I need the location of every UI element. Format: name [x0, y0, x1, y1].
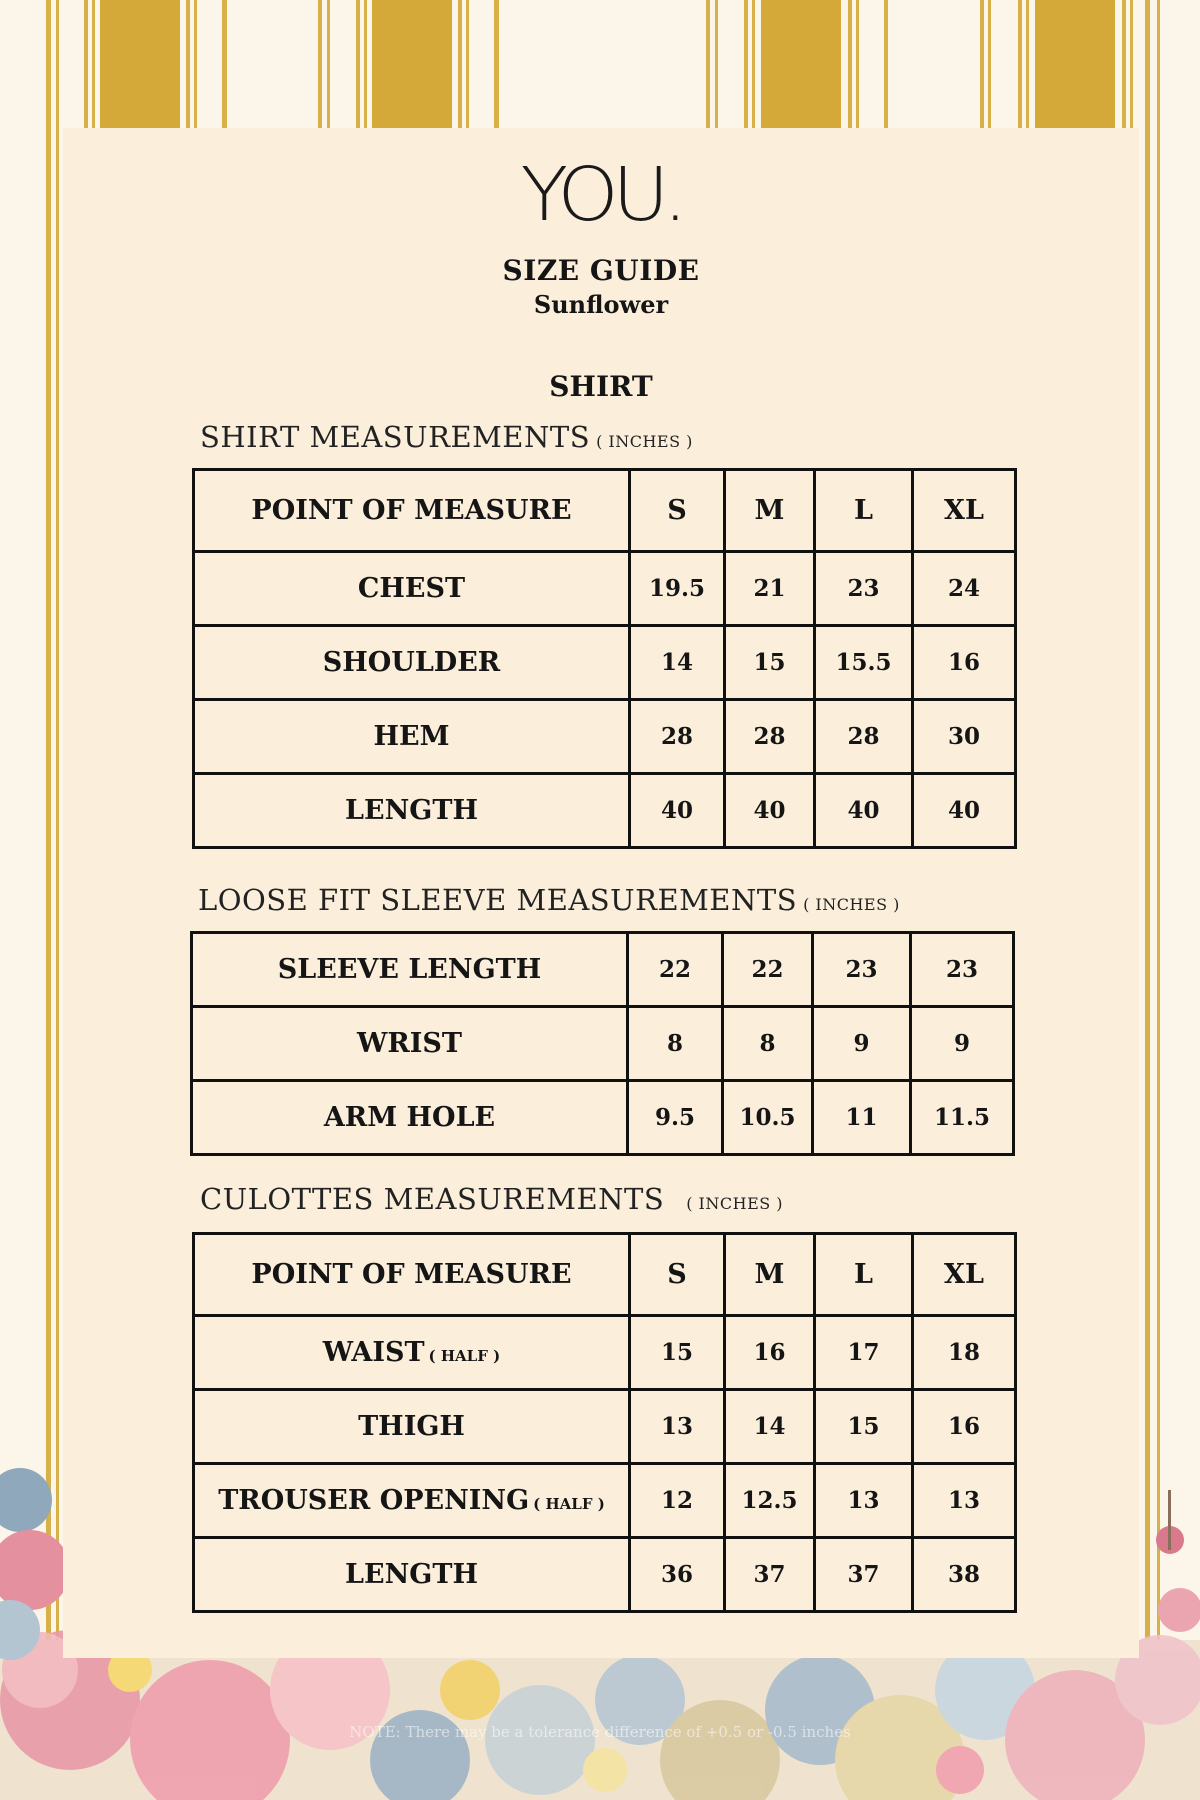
- culottes-table-caption: [200, 1182, 783, 1216]
- measure-value: 14: [725, 1390, 815, 1464]
- measure-value: 22: [723, 933, 813, 1007]
- measure-label-text: LENGTH: [345, 1559, 478, 1590]
- table-row: [192, 1081, 1014, 1155]
- page-subtitle: Sunflower: [533, 290, 669, 319]
- measure-label: [194, 1538, 630, 1612]
- brand-logo: YOU.: [520, 152, 682, 238]
- measure-value: 21: [725, 552, 815, 626]
- tolerance-note: NOTE: There may be a tolerance difference of +0.5 or -0.5 inches: [349, 1723, 851, 1741]
- measure-value: 28: [630, 700, 725, 774]
- measure-label-text: LENGTH: [345, 795, 478, 826]
- table-row: [192, 1007, 1014, 1081]
- culottes-measurements-table: [192, 1232, 1017, 1613]
- measure-value: 8: [723, 1007, 813, 1081]
- column-header-size: XL: [913, 1234, 1016, 1316]
- measure-value: 36: [630, 1538, 725, 1612]
- column-header-point-of-measure: POINT OF MEASURE: [194, 470, 630, 552]
- measure-label-text: HEM: [373, 721, 450, 752]
- column-header-size: M: [725, 1234, 815, 1316]
- measure-label: [194, 1316, 630, 1390]
- table-header-row: [194, 1234, 1016, 1316]
- measure-value: 38: [913, 1538, 1016, 1612]
- measure-label: [194, 1464, 630, 1538]
- measure-value: 18: [913, 1316, 1016, 1390]
- shirt-caption-text: SHIRT MEASUREMENTS: [200, 420, 591, 454]
- measure-label-text: WAIST: [322, 1337, 425, 1368]
- measure-value: 16: [913, 626, 1016, 700]
- measure-value: 19.5: [630, 552, 725, 626]
- measure-value: 13: [913, 1464, 1016, 1538]
- shirt-table-caption: [200, 420, 693, 454]
- culottes-caption-text: CULOTTES MEASUREMENTS: [200, 1182, 665, 1216]
- measure-value: 40: [913, 774, 1016, 848]
- measure-value: 8: [628, 1007, 723, 1081]
- measure-value: 9.5: [628, 1081, 723, 1155]
- measure-label: [194, 774, 630, 848]
- culottes-caption-unit: ( INCHES ): [686, 1194, 784, 1213]
- measure-value: 12.5: [725, 1464, 815, 1538]
- column-header-size: S: [630, 1234, 725, 1316]
- measure-label-text: TROUSER OPENING: [218, 1485, 530, 1516]
- measure-value: 28: [815, 700, 913, 774]
- table-row: [192, 933, 1014, 1007]
- measure-value: 11: [813, 1081, 911, 1155]
- measure-value: 40: [815, 774, 913, 848]
- sleeve-caption-unit: ( INCHES ): [803, 895, 900, 914]
- column-header-size: M: [725, 470, 815, 552]
- table-row: [194, 774, 1016, 848]
- measure-value: 13: [815, 1464, 913, 1538]
- measure-label-text: ARM HOLE: [323, 1102, 496, 1133]
- measure-value: 37: [725, 1538, 815, 1612]
- column-header-size: L: [815, 1234, 913, 1316]
- measure-value: 17: [815, 1316, 913, 1390]
- measure-value: 24: [913, 552, 1016, 626]
- measure-label-text: CHEST: [357, 573, 466, 604]
- measure-value: 22: [628, 933, 723, 1007]
- sleeve-caption-text: LOOSE FIT SLEEVE MEASUREMENTS: [198, 883, 798, 917]
- measure-label: [192, 1007, 628, 1081]
- measure-value: 12: [630, 1464, 725, 1538]
- measure-value: 37: [815, 1538, 913, 1612]
- measure-label: [194, 552, 630, 626]
- measure-value: 23: [813, 933, 911, 1007]
- measure-value: 28: [725, 700, 815, 774]
- page-title: SIZE GUIDE: [502, 254, 700, 287]
- measure-value: 14: [630, 626, 725, 700]
- shirt-caption-unit: ( INCHES ): [596, 432, 693, 451]
- measure-value: 15.5: [815, 626, 913, 700]
- table-row: [194, 1538, 1016, 1612]
- measure-label: [192, 1081, 628, 1155]
- measure-label-text: THIGH: [358, 1411, 465, 1442]
- measure-label: [192, 933, 628, 1007]
- measure-value: 40: [630, 774, 725, 848]
- column-header-point-of-measure: POINT OF MEASURE: [194, 1234, 630, 1316]
- measure-label: [194, 1390, 630, 1464]
- column-header-size: L: [815, 470, 913, 552]
- measure-label: [194, 700, 630, 774]
- table-row: [194, 700, 1016, 774]
- table-row: [194, 1316, 1016, 1390]
- measure-label-text: SLEEVE LENGTH: [277, 954, 542, 985]
- measure-value: 23: [911, 933, 1014, 1007]
- measure-value: 15: [815, 1390, 913, 1464]
- measure-value: 40: [725, 774, 815, 848]
- measure-value: 16: [913, 1390, 1016, 1464]
- measure-value: 11.5: [911, 1081, 1014, 1155]
- column-header-size: XL: [913, 470, 1016, 552]
- measure-value: 9: [813, 1007, 911, 1081]
- sleeve-measurements-table: [190, 931, 1015, 1156]
- size-guide-card: [63, 128, 1139, 1658]
- measure-value: 9: [911, 1007, 1014, 1081]
- section-heading: SHIRT: [549, 370, 653, 403]
- measure-value: 23: [815, 552, 913, 626]
- measure-value: 10.5: [723, 1081, 813, 1155]
- measure-note: ( HALF ): [428, 1347, 501, 1365]
- column-header-size: S: [630, 470, 725, 552]
- measure-value: 15: [725, 626, 815, 700]
- measure-label-text: SHOULDER: [322, 647, 501, 678]
- table-row: [194, 1464, 1016, 1538]
- measure-value: 16: [725, 1316, 815, 1390]
- measure-value: 15: [630, 1316, 725, 1390]
- floral-corner-right: [1140, 1490, 1200, 1660]
- measure-value: 30: [913, 700, 1016, 774]
- table-row: [194, 1390, 1016, 1464]
- table-header-row: [194, 470, 1016, 552]
- shirt-measurements-table: [192, 468, 1017, 849]
- floral-corner-left: [0, 1440, 70, 1660]
- sleeve-table-caption: [198, 883, 900, 917]
- measure-label-text: WRIST: [357, 1028, 462, 1059]
- measure-note: ( HALF ): [533, 1495, 605, 1513]
- measure-value: 13: [630, 1390, 725, 1464]
- table-row: [194, 552, 1016, 626]
- measure-label: [194, 626, 630, 700]
- table-row: [194, 626, 1016, 700]
